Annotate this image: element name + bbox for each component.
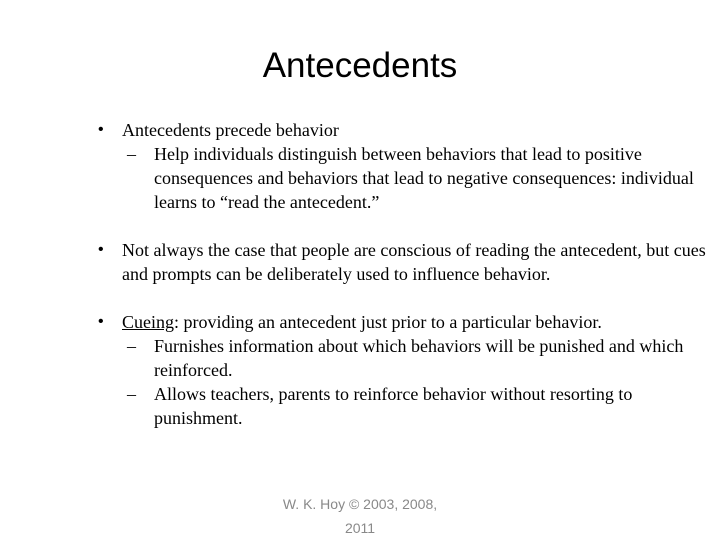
sub-bullet-distinguish [96,142,708,214]
spacer [96,214,708,238]
sub-bullet-text: Furnishes information about which behaviors will be punished and which reinforced. [154,336,684,380]
dash-marker: – [127,144,136,164]
bullet-text: Not always the case that people are conscious of reading the antecedent, but cues and prompts can be deliberately used to influence behavior. [122,240,706,284]
sub-bullet-furnishes [96,334,708,382]
slide-body [96,118,708,430]
sub-bullet-text: Help individuals distinguish between behaviors that lead to positive consequences and behaviors that lead to negative consequences: individual learns to “read the antecedent.” [154,144,694,212]
bullet-marker: • [98,121,104,138]
spacer [96,286,708,310]
bullet-marker: • [98,313,104,330]
footer-line-1: W. K. Hoy © 2003, 2008, [282,496,438,512]
bullet-not-always-conscious [96,238,708,286]
bullet-text: : providing an antecedent just prior to a particular behavior. [174,312,602,332]
sub-bullet-allows [96,382,708,430]
dash-marker: – [127,384,136,404]
bullet-cueing [96,310,708,334]
bullet-marker: • [98,241,104,258]
bullet-antecedents-precede [96,118,708,142]
footer-line-2: 2011 [344,520,376,536]
slide-title: Antecedents [262,46,458,85]
sub-bullet-text: Allows teachers, parents to reinforce behavior without resorting to punishment. [154,384,633,428]
bullet-text: Antecedents precede behavior [122,120,339,140]
dash-marker: – [127,336,136,356]
cueing-term: Cueing [122,312,174,332]
footer-copyright [246,492,474,540]
